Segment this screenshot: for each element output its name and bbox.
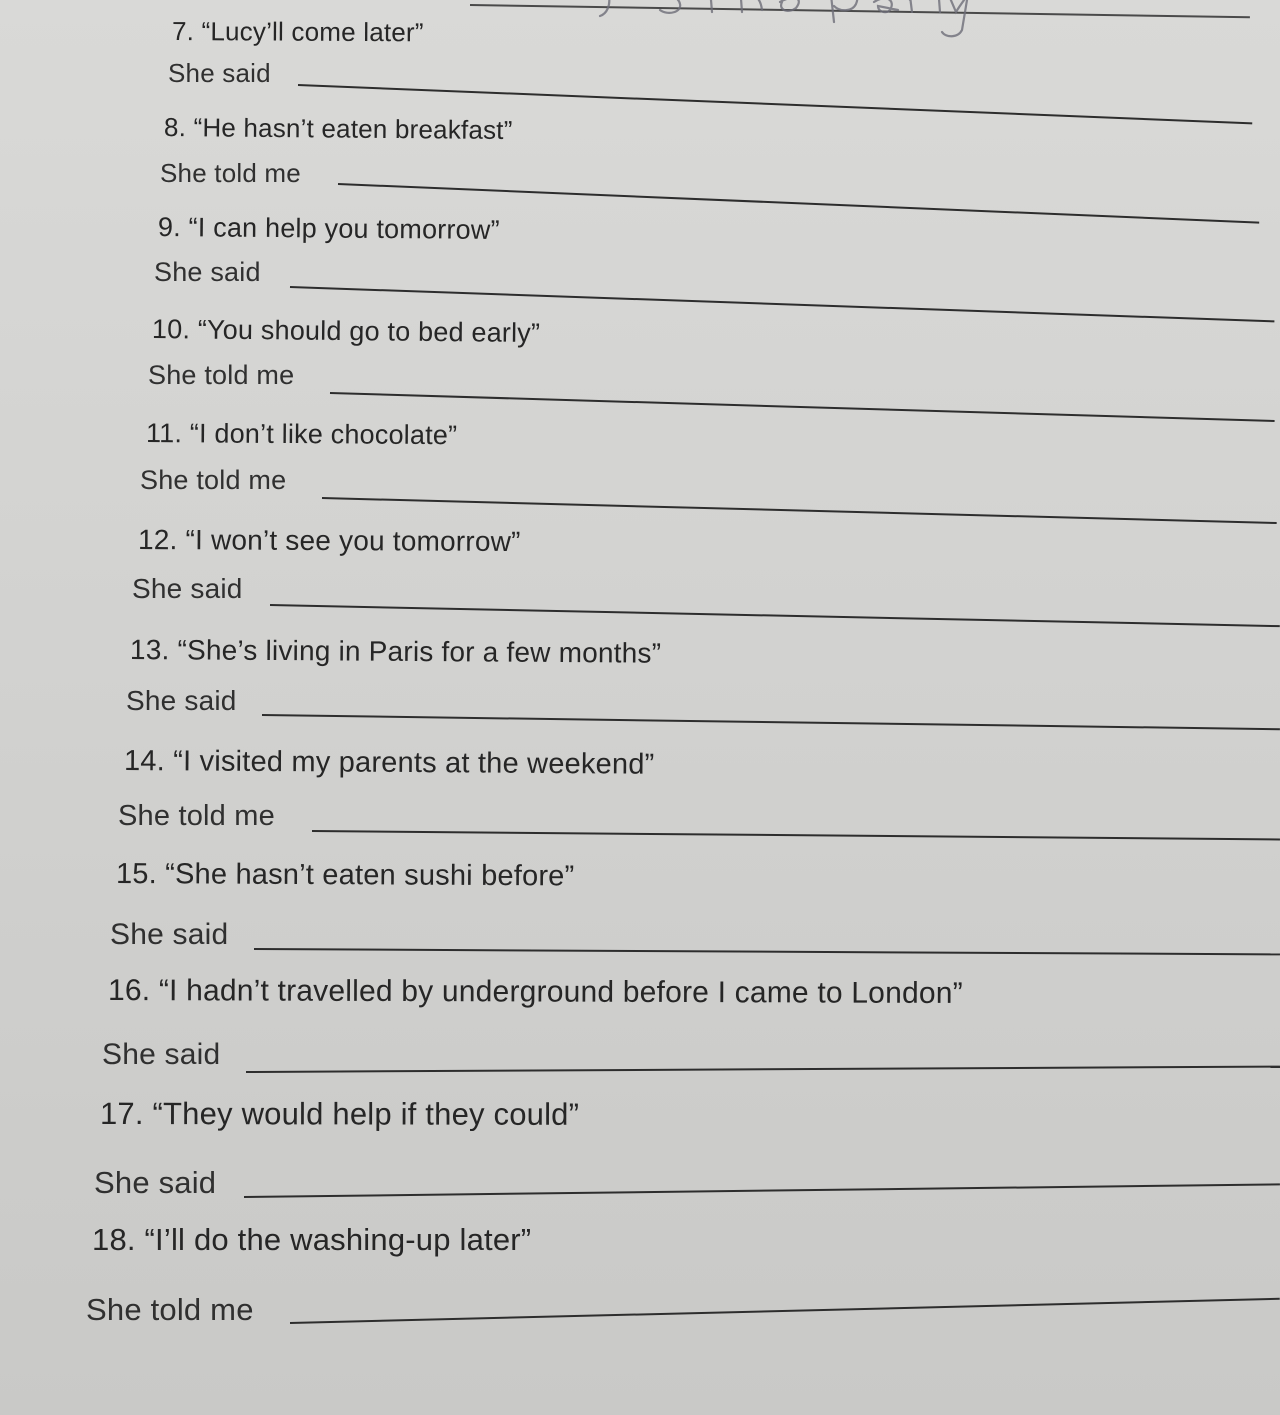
reported-speech-stem: She said [168, 58, 271, 88]
direct-speech-prompt [92, 1222, 531, 1258]
answer-blank[interactable] [254, 948, 1280, 955]
answer-blank[interactable] [290, 1298, 1280, 1324]
svg-text:the party: the party [835, 34, 839, 35]
answer-blank[interactable] [270, 604, 1280, 627]
answer-blank[interactable] [322, 497, 1277, 524]
reported-speech-stem: She said [132, 573, 243, 604]
answer-blank[interactable] [246, 1066, 1280, 1073]
direct-speech-prompt [108, 974, 963, 1011]
quoted-sentence: “I’ll do the washing-up later” [144, 1222, 532, 1257]
quoted-sentence: “Lucy’ll come later” [201, 16, 424, 48]
reported-speech-stem: She said [102, 1038, 221, 1071]
quoted-sentence: “I visited my parents at the weekend” [173, 745, 655, 781]
item-number: 15. [115, 858, 158, 891]
answer-blank[interactable] [330, 392, 1275, 422]
item-number: 9. [157, 212, 182, 243]
answer-blank[interactable] [244, 1183, 1280, 1198]
reported-speech-stem: She told me [118, 800, 275, 832]
direct-speech-prompt [124, 745, 655, 782]
quoted-sentence: “He hasn’t eaten breakfast” [193, 112, 513, 146]
answer-blank[interactable] [312, 830, 1280, 840]
quoted-sentence: “She hasn’t eaten sushi before” [165, 858, 575, 893]
direct-speech-prompt [164, 112, 513, 146]
reported-speech-stem: She told me [140, 465, 287, 495]
quoted-sentence: “She’s living in Paris for a few months” [177, 634, 662, 669]
item-number: 16. [107, 974, 151, 1008]
direct-speech-prompt [116, 858, 575, 893]
quoted-sentence: “You should go to bed early” [197, 314, 541, 349]
quoted-sentence: “I hadn’t travelled by underground before I came to London” [158, 974, 963, 1010]
direct-speech-prompt [130, 634, 661, 670]
direct-speech-prompt [158, 212, 500, 246]
item-number: 7. [171, 16, 195, 47]
quoted-sentence: “They would help if they could” [152, 1096, 580, 1132]
reported-speech-stem: She told me [148, 360, 295, 390]
item-number: 17. [99, 1096, 144, 1132]
reported-speech-stem: She told me [86, 1292, 254, 1327]
item-number: 8. [163, 112, 187, 143]
item-number: 14. [123, 745, 166, 778]
quoted-sentence: “I can help you tomorrow” [188, 212, 500, 245]
direct-speech-prompt [146, 418, 457, 451]
quoted-sentence: “I won’t see you tomorrow” [185, 524, 521, 558]
reported-speech-stem: She said [110, 918, 229, 951]
reported-speech-stem: She said [154, 257, 261, 287]
direct-speech-prompt [138, 524, 521, 558]
item-number: 13. [129, 634, 170, 666]
reported-speech-stem: She said [94, 1165, 217, 1200]
item-number: 18. [92, 1222, 136, 1257]
item-number: 12. [137, 524, 178, 556]
reported-speech-stem: She said [126, 685, 237, 716]
answer-blank[interactable] [262, 714, 1280, 730]
direct-speech-prompt [100, 1096, 579, 1133]
item-number: 11. [145, 418, 183, 449]
item-number: 10. [151, 314, 191, 345]
reported-speech-stem: She told me [160, 158, 301, 188]
quoted-sentence: “I don’t like chocolate” [189, 418, 458, 451]
direct-speech-prompt [152, 314, 540, 349]
